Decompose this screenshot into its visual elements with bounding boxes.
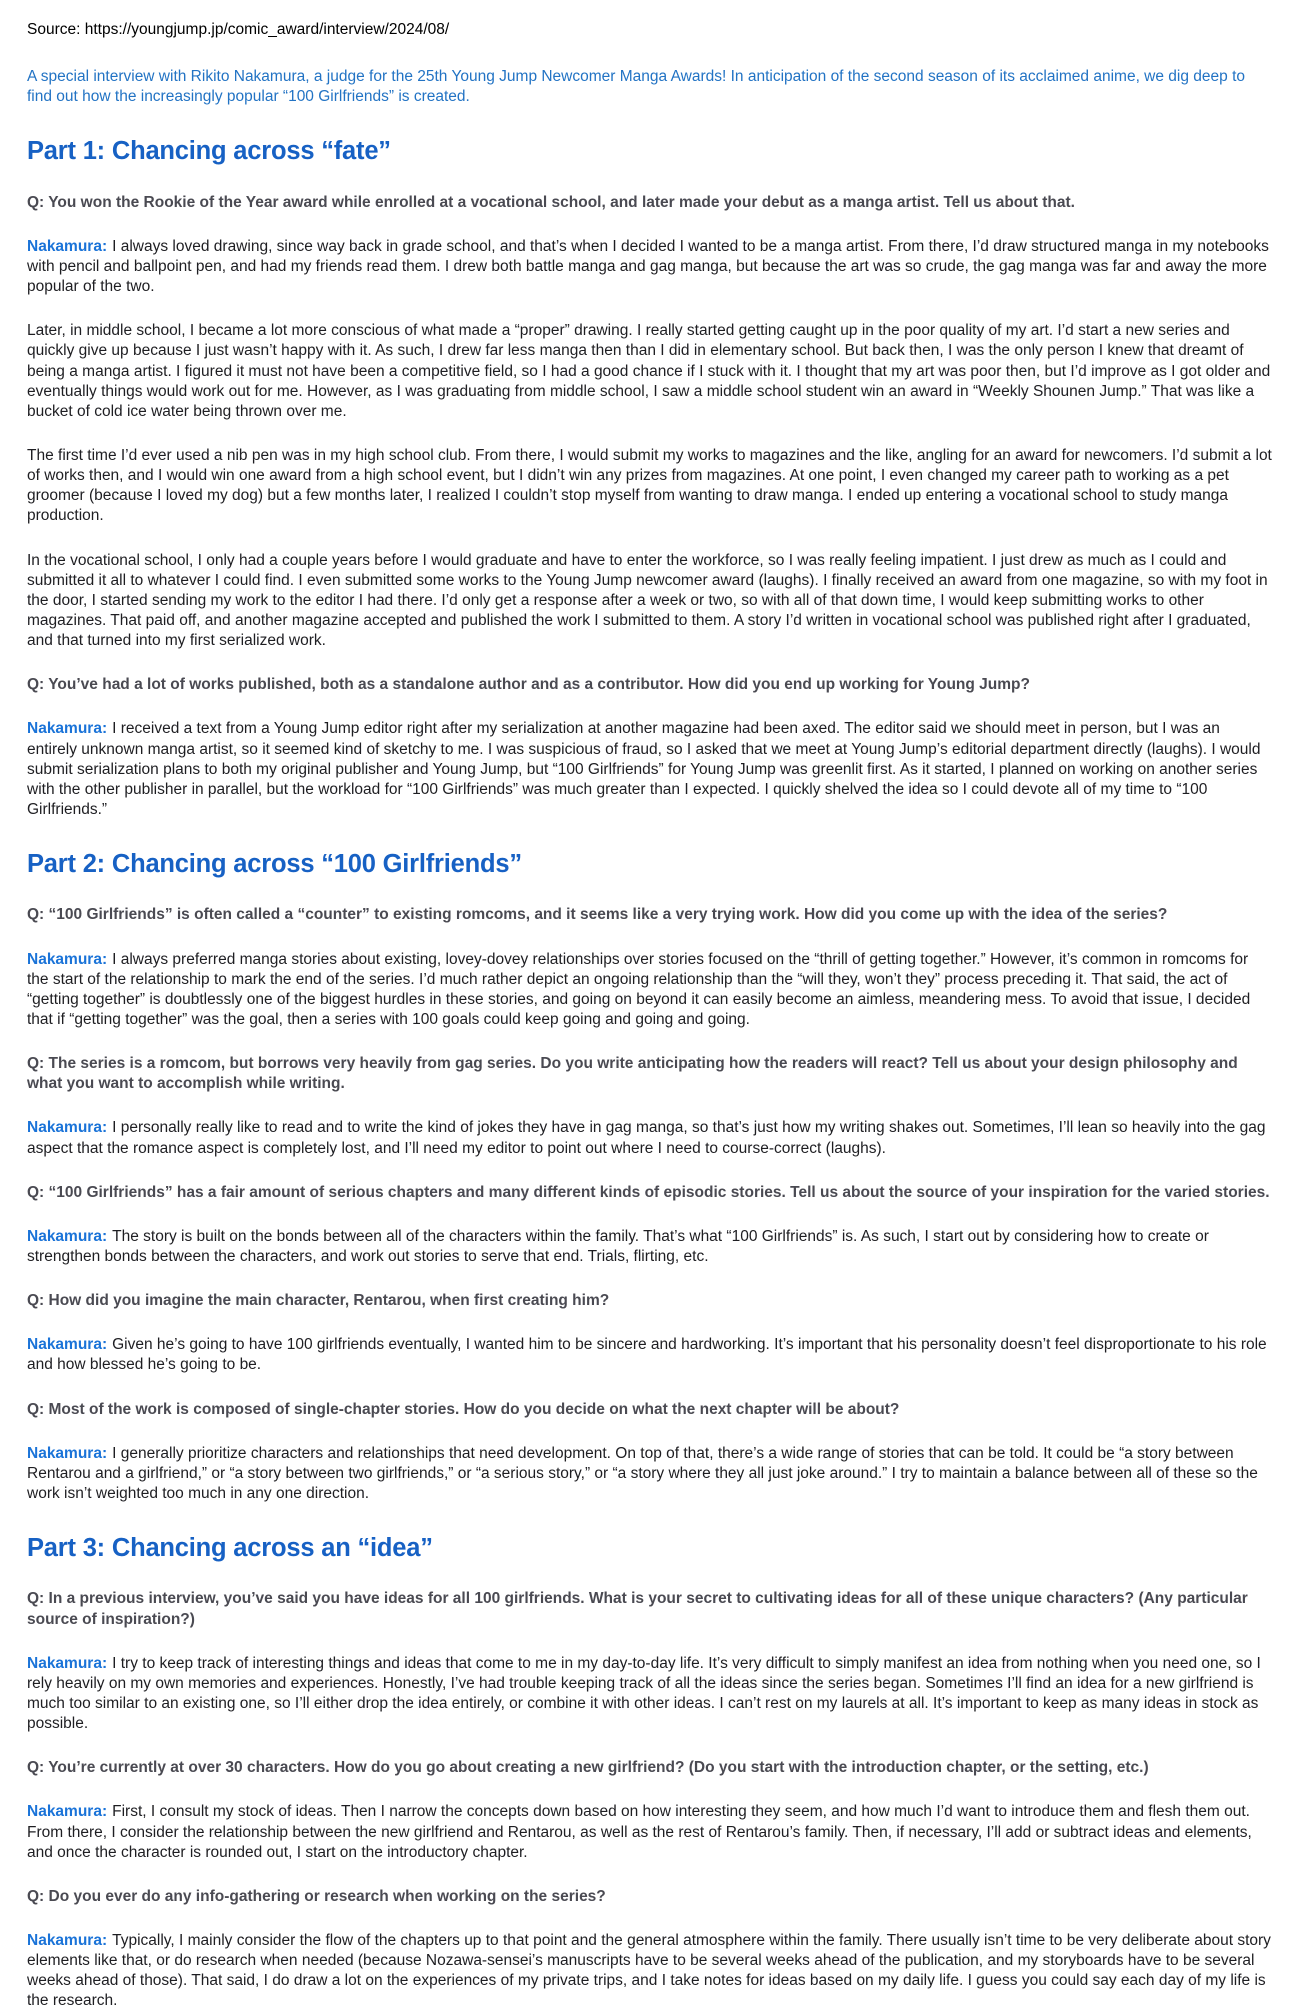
intro-paragraph: A special interview with Rikito Nakamura, a judge for the 25th Young Jump Newcomer Manga Awards! In anticipation of the second season of its acclaimed anime, we dig deep to find out how the increasingly popular “100 Girlfriends” is created.: [27, 68, 1246, 106]
answer-paragraph: [27, 1335, 1274, 1375]
question-paragraph: Q: “100 Girlfriends” has a fair amount of serious chapters and many different kinds of episodic stories. Tell us about the source of your inspiration for the varied stories.: [27, 1183, 1270, 1201]
speaker-label: Nakamura:: [27, 1336, 108, 1354]
answer-text: In the vocational school, I only had a couple years before I would graduate and have to enter the workforce, so I was really feeling impatient. I just drew as much as I could and submitted it all to whatever I could find. I even submitted some works to the Young Jump newcomer award (laughs). I finally received an award from one magazine, so with my foot in the door, I started sending my work to the editor I had there. I’d only get a response after a week or two, so with all of that down time, I would keep submitting works to other magazines. That paid off, and another magazine accepted and published the work I submitted to them. A story I’d written in vocational school was published right after I graduated, and that turned into my first serialized work.: [27, 551, 1268, 650]
question-paragraph: Q: Do you ever do any info-gathering or research when working on the series?: [27, 1887, 606, 1905]
answer-text: Given he’s going to have 100 girlfriends eventually, I wanted him to be sincere and hardworking. It’s important that his personality doesn’t feel disproportionate to his role and how blessed he’s going to be.: [27, 1336, 1267, 1374]
answer-text: I generally prioritize characters and relationships that need development. On top of that, there’s a wide range of stories that can be told. It could be “a story between Rentarou and a girlfriend,” or “a story between two girlfriends,” or “a serious story,” or “a story where they all just joke around.” I try to maintain a balance between all of these so the work isn’t weighted too much in any one direction.: [27, 1444, 1258, 1502]
question-paragraph: Q: In a previous interview, you’ve said you have ideas for all 100 girlfriends. What is your secret to cultivating ideas for all of these unique characters? (Any particular source of inspiration?): [27, 1590, 1248, 1628]
answer-paragraph: [27, 1227, 1274, 1267]
speaker-label: Nakamura:: [27, 1119, 108, 1137]
answer-text: I always preferred manga stories about existing, lovey-dovey relationships over stories focused on the “thrill of getting together.” However, it’s common in romcoms for the start of the relationship to mark the end of the series. I’d much rather depict an ongoing relationship than the “will they, won’t they” process preceding it. That said, the act of “getting together” is doubtlessly one of the biggest hurdles in these stories, and going on beyond it can easily become an aimless, meandering mess. To avoid that issue, I decided that if “getting together” was the goal, then a series with 100 goals could keep going and going and going.: [27, 950, 1251, 1028]
question-paragraph: Q: How did you imagine the main character, Rentarou, when first creating him?: [27, 1292, 610, 1310]
answer-paragraph: [27, 551, 1274, 652]
answer-paragraph: [27, 950, 1274, 1031]
answer-paragraph: [27, 1444, 1274, 1504]
answer-text: Typically, I mainly consider the flow of the chapters up to that point and the general atmosphere within the family. There usually isn’t time to be very deliberate about story elements like that, or do research when needed (because Nozawa-sensei’s manuscripts have to be several weeks ahead of the publication, and my storyboards have to be several weeks ahead of those). That said, I do draw a lot on the experiences of my private trips, and I take notes for ideas based on my daily life. I guess you could say each day of my life is the research.: [27, 1931, 1271, 2010]
answer-paragraph: [27, 321, 1274, 422]
answer-text: First, I consult my stock of ideas. Then I narrow the concepts down based on how interesting they seem, and how much I’d want to introduce them and flesh them out. From there, I consider the relationship between the new girlfriend and Rentarou, as well as the rest of Rentarou’s family. Then, if necessary, I’ll add or subtract ideas and elements, and once the character is rounded out, I start on the introductory chapter.: [27, 1803, 1252, 1861]
question-paragraph: Q: The series is a romcom, but borrows very heavily from gag series. Do you write anticipating how the readers will react? Tell us about your design philosophy and what you want to accomplish while writing.: [27, 1055, 1238, 1093]
question-paragraph: Q: You’ve had a lot of works published, both as a standalone author and as a contributor. How did you end up working for Young Jump?: [27, 676, 1030, 694]
question-paragraph: Q: You’re currently at over 30 characters. How do you go about creating a new girlfriend? (Do you start with the introduction chapter, or the setting, etc.): [27, 1759, 1149, 1777]
article: [27, 20, 1274, 2012]
answer-text: I always loved drawing, since way back in grade school, and that’s when I decided I wanted to be a manga artist. From there, I’d draw structured manga in my notebooks with pencil and ballpoint pen, and had my friends read them. I drew both battle manga and gag manga, but because the art was so crude, the gag manga was far and away the more popular of the two.: [27, 237, 1269, 296]
speaker-label: Nakamura:: [27, 237, 108, 255]
answer-paragraph: [27, 1802, 1274, 1862]
section-heading: Part 3: Chancing across an “idea”: [27, 1534, 433, 1563]
section-heading: Part 2: Chancing across “100 Girlfriends”: [27, 850, 522, 879]
speaker-label: Nakamura:: [27, 1227, 108, 1245]
answer-text: I received a text from a Young Jump editor right after my serialization at another magazine had been axed. The editor said we should meet in person, but I was an entirely unknown manga artist, so it seemed kind of sketchy to me. I was suspicious of fraud, so I asked that we meet at Young Jump’s editorial department directly (laughs). I would submit serialization plans to both my original publisher and Young Jump, but “100 Girlfriends” for Young Jump was greenlit first. As it started, I planned on working on another series with the other publisher in parallel, but the workload for “100 Girlfriends” was much greater than I expected. I quickly shelved the idea so I could devote all of my time to “100 Girlfriends.”: [27, 720, 1261, 818]
speaker-label: Nakamura:: [27, 1444, 108, 1462]
answer-paragraph: [27, 1654, 1274, 1735]
answer-paragraph: [27, 1118, 1274, 1158]
answer-text: The story is built on the bonds between all of the characters within the family. That’s what “100 Girlfriends” is. As such, I start out by considering how to create or strengthen bonds between the characters, and work out stories to serve that end. Trials, flirting, etc.: [27, 1227, 1209, 1265]
answer-paragraph: [27, 719, 1274, 820]
answer-text: I personally really like to read and to write the kind of jokes they have in gag manga, so that’s just how my writing shakes out. Sometimes, I’ll lean so heavily into the gag aspect that the romance aspect is completely lost, and I’ll need my editor to point out where I need to course-correct (laughs).: [27, 1119, 1266, 1157]
answer-text: I try to keep track of interesting things and ideas that come to me in my day-to-day life. It’s very difficult to simply manifest an idea from nothing when you need one, so I rely heavily on my own memories and experiences. Honestly, I’ve had trouble keeping track of all the ideas since the series began. Sometimes I’ll find an idea for a new girlfriend is much too similar to an existing one, so I’ll either drop the idea entirely, or combine it with other ideas. I can’t rest on my laurels at all. It’s important to keep as many ideas in stock as possible.: [27, 1654, 1261, 1733]
speaker-label: Nakamura:: [27, 720, 108, 738]
answer-text: The first time I’d ever used a nib pen was in my high school club. From there, I would submit my works to magazines and the like, angling for an award for newcomers. I’d submit a lot of works then, and I would win one award from a high school event, but I didn’t win any prizes from magazines. At one point, I even changed my career path to working as a pet groomer (because I loved my dog) but a few months later, I realized I couldn’t stop myself from wanting to draw manga. I ended up entering a vocational school to study manga production.: [27, 447, 1272, 525]
speaker-label: Nakamura:: [27, 1654, 108, 1672]
question-paragraph: Q: Most of the work is composed of single-chapter stories. How do you decide on what the next chapter will be about?: [27, 1400, 900, 1418]
answer-paragraph: [27, 446, 1274, 527]
speaker-label: Nakamura:: [27, 1931, 108, 1949]
speaker-label: Nakamura:: [27, 950, 108, 968]
answer-paragraph: [27, 1931, 1274, 2012]
speaker-label: Nakamura:: [27, 1803, 108, 1821]
question-paragraph: Q: “100 Girlfriends” is often called a “counter” to existing romcoms, and it seems like a very trying work. How did you come up with the idea of the series?: [27, 906, 1168, 924]
answer-paragraph: [27, 237, 1274, 297]
question-paragraph: Q: You won the Rookie of the Year award while enrolled at a vocational school, and later made your debut as a manga artist. Tell us about that.: [27, 193, 1075, 211]
source-line: Source: https://youngjump.jp/comic_award/interview/2024/08/: [27, 21, 450, 38]
section-heading: Part 1: Chancing across “fate”: [27, 137, 391, 166]
answer-text: Later, in middle school, I became a lot more conscious of what made a “proper” drawing. I really started getting caught up in the poor quality of my art. I’d start a new series and quickly give up because I just wasn’t happy with it. As such, I drew far less manga then than I did in elementary school. But back then, I was the only person I knew that dreamt of being a manga artist. I figured it must not have been a competitive field, so I had a good chance if I stuck with it. I thought that my art was poor then, but I’d improve as I got older and eventually things would work out for me. However, as I was graduating from middle school, I saw a middle school student win an award in “Weekly Shounen Jump.” That was like a bucket of cold ice water being thrown over me.: [27, 322, 1271, 420]
